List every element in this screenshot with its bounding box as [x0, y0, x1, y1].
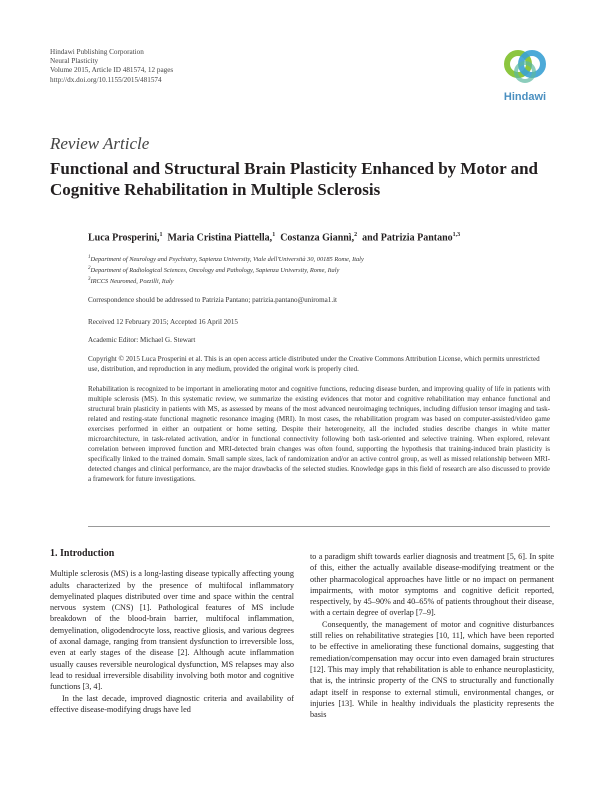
paragraph: Multiple sclerosis (MS) is a long-lasting disease typically affecting young adults characterized by the presence of multifocal inflammatory demyelinated plaques distributed over time and space within the central nervous system (CNS) [1]. Pathological features of MS include breakdown of the blood-brain barrier, multifocal inflammation, demyelination, oligodendrocyte loss, reactive gliosis, and various degrees of axonal damage, ranging from transient dysfunction to irreversible loss, even at early stages of the disease [2]. Although acute inflammation usually causes reversible neurological dysfunction, MS relapses may also lead to residual irreversible disability involving both motor and cognitive functions [3, 4].: [50, 569, 294, 692]
publisher-name: Hindawi Publishing Corporation: [50, 48, 144, 56]
affiliation: [88, 255, 364, 263]
affiliation-sup: 3: [88, 277, 91, 282]
affiliation-text: Department of Radiological Sciences, Oncology and Pathology, Sapienza University, Rome, Italy: [90, 267, 340, 275]
affiliation-text: Department of Neurology and Psychiatry, Sapienza University, Viale dell'Università 30, 00185 Rome, Italy: [90, 256, 364, 264]
abstract: Rehabilitation is recognized to be important in ameliorating motor and cognitive functions, reducing disease burden, and improving quality of life in patients with multiple sclerosis (MS). In this systematic review, we summarize the existing evidences that motor and cognitive rehabilitation may enhance functional and structural brain plasticity in patients with MS, as assessed by means of the most advanced neuroimaging techniques, including diffusion tensor imaging and task-related and resting-state functional magnetic resonance imaging (MRI). In most cases, the rehabilitation program was based on computer-assisted/video game exercises performed in either an outpatient or home setting. Despite their heterogeneity, all the included studies describe changes in white matter microarchitecture, in task-related activation, and/or in functional connectivity following both task-oriented and selective training. When explored, relevant correlation between improved function and MRI-detected brain changes was often found, supporting the hypothesis that training-induced brain plasticity is specifically linked to the trained domain. Small sample sizes, lack of randomization and/or an active control group, as well as missed relationship between MRI-detected changes and clinical performance, are the major drawbacks of the selected studies. Knowledge gaps in this field of research are also discussed to provide a framework for future investigations.: [88, 385, 550, 483]
affiliation: [88, 277, 174, 285]
received-accepted-dates: Received 12 February 2015; Accepted 16 April 2015: [88, 318, 238, 326]
author-affil-sup: 1: [272, 232, 276, 238]
section-heading: 1. Introduction: [50, 548, 115, 559]
affiliation: [88, 266, 339, 274]
author-name: Maria Cristina Piattella,: [167, 232, 273, 244]
paragraph: In the last decade, improved diagnostic criteria and availability of effective disease-modifying drugs have led: [50, 693, 294, 714]
affiliation-sup: 1: [88, 255, 91, 260]
copyright-notice: Copyright © 2015 Luca Prosperini et al. This is an open access article distributed under the Creative Commons Attribution License, which permits unrestricted use, distribution, and reproduction in any medium, provided the original work is properly cited.: [88, 355, 540, 373]
author-affil-sup: 2: [354, 232, 358, 238]
journal-name: Neural Plasticity: [50, 57, 99, 66]
author-name: and Patrizia Pantano: [362, 232, 453, 244]
divider: [88, 526, 550, 527]
journal-meta: [50, 48, 173, 85]
body-column-left: [50, 548, 294, 715]
paragraph: Consequently, the management of motor and cognitive disturbances still relies on rehabilitative strategies [10, 11], which have been reported to be effective in ameliorating these functional domains, suggesting that remediation/compensation may occur into even damaged brain structures [12]. This may imply that rehabilitation is able to enhance neuroplasticity, that is, the intrinsic property of the CNS to structurally and functionally adapt itself in response to external stimuli, environmental changes, or injuries [13]. While in healthy individuals the plasticity represents the basis: [310, 619, 554, 720]
paragraph: to a paradigm shift towards earlier diagnosis and treatment [5, 6]. In spite of this, either the actually available disease-modifying treatment or the other pharmacological approaches have little or no impact on permanent impairments, with motor symptoms and cognitive deficit reported, respectively, by 45–90% and 40–65% of patients throughout their disease, with a certain degree of overlap [7–9].: [310, 552, 554, 618]
body-column-right: [310, 551, 554, 720]
author-name: Costanza Giannì,: [280, 232, 355, 244]
correspondence: Correspondence should be addressed to Patrizia Pantano; patrizia.pantano@uniroma1.it: [88, 296, 338, 304]
doi-link[interactable]: http://dx.doi.org/10.1155/2015/481574: [50, 75, 162, 84]
article-title: Functional and Structural Brain Plasticity Enhanced by Motor and Cognitive Rehabilitation in Multiple Sclerosis: [50, 159, 539, 199]
volume-info: Volume 2015, Article ID 481574, 12 pages: [50, 66, 174, 75]
hindawi-logo-text: Hindawi: [503, 91, 547, 103]
affiliation-sup: 2: [88, 266, 91, 271]
affiliation-text: IRCCS Neuromed, Pozzilli, Italy: [90, 278, 174, 286]
author-list: [88, 232, 460, 243]
author-name: Luca Prosperini,: [88, 232, 160, 244]
author-affil-sup: 1: [159, 232, 163, 238]
author-affil-sup: 1,3: [452, 232, 461, 238]
academic-editor: Academic Editor: Michael G. Stewart: [88, 336, 196, 344]
article-type: Review Article: [50, 134, 150, 153]
